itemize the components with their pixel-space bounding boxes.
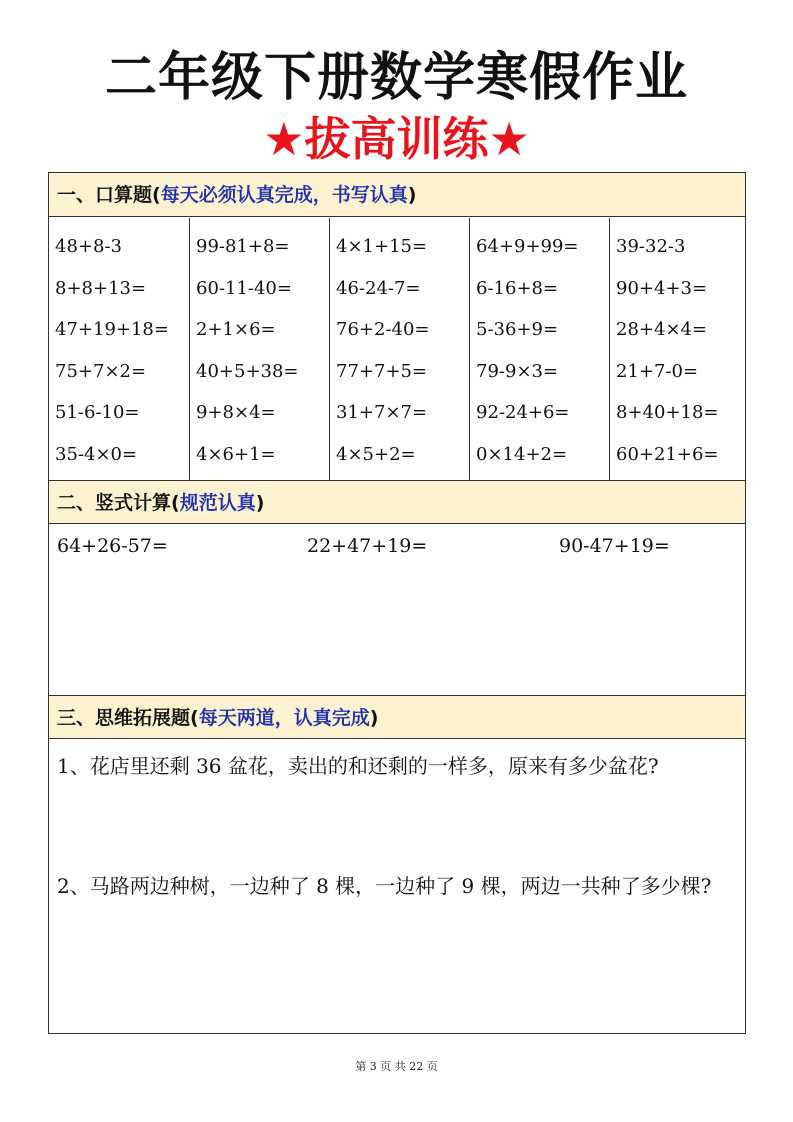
word-problem: 1、花店里还剩 36 盆花，卖出的和还剩的一样多，原来有多少盆花?: [57, 754, 659, 778]
page-footer: 第 3 页 共 22 页: [355, 1060, 438, 1073]
math-problem: 8+8+13=: [55, 277, 147, 299]
word-problem: 2、马路两边种树，一边种了 8 棵，一边种了 9 棵，两边一共种了多少棵?: [57, 874, 712, 898]
vertical-calc-area: [49, 525, 745, 695]
page-subtitle: ★拔高训练★: [263, 112, 530, 166]
math-column-2: [190, 218, 330, 480]
math-problem: 47+19+18=: [55, 319, 169, 340]
section-label: 二、竖式计算(: [57, 492, 180, 514]
section-close: ): [369, 707, 379, 729]
section-label: 一、口算题(: [57, 184, 161, 206]
vertical-problem: 64+26-57=: [57, 535, 168, 557]
math-problem: 35-4×0=: [55, 443, 138, 465]
page-title: 二年级下册数学寒假作业: [104, 48, 688, 108]
section-header-vertical-calc: [49, 480, 745, 524]
math-problem: 60+21+6=: [616, 443, 719, 465]
section-header-thinking: [49, 695, 745, 739]
worksheet: [48, 172, 746, 1034]
section-note: 每天两道，认真完成: [198, 707, 370, 729]
math-column-4: [470, 218, 610, 480]
math-problem: 21+7-0=: [616, 360, 699, 382]
math-problem: 48+8-3: [55, 236, 122, 257]
mental-math-grid: [49, 218, 745, 480]
math-problem: 90+4+3=: [616, 277, 708, 299]
math-problem: 0×14+2=: [476, 443, 568, 465]
math-problem: 99-81+8=: [196, 236, 290, 257]
math-problem: 9+8×4=: [196, 402, 276, 423]
math-problem: 4×6+1=: [196, 443, 276, 465]
vertical-problem: 22+47+19=: [307, 535, 428, 557]
math-problem: 6-16+8=: [476, 277, 559, 299]
section-note: 规范认真: [179, 492, 256, 514]
math-problem: 92-24+6=: [476, 402, 570, 423]
math-problem: 31+7×7=: [336, 402, 428, 423]
section-label: 三、思维拓展题(: [57, 707, 199, 729]
section-close: ): [255, 492, 265, 514]
math-problem: 39-32-3: [616, 236, 686, 257]
math-problem: 8+40+18=: [616, 402, 719, 423]
math-problem: 28+4×4=: [616, 319, 708, 340]
math-problem: 4×5+2=: [336, 443, 416, 465]
math-problem: 46-24-7=: [336, 277, 421, 299]
section-note: 每天必须认真完成，书写认真: [160, 184, 408, 206]
math-column-3: [330, 218, 470, 480]
math-problem: 60-11-40=: [196, 277, 292, 299]
section-header-mental-math: [49, 173, 745, 217]
vertical-problem: 90-47+19=: [559, 535, 670, 557]
math-problem: 2+1×6=: [196, 319, 276, 340]
math-problem: 4×1+15=: [336, 236, 428, 257]
math-problem: 79-9×3=: [476, 360, 559, 382]
math-problem: 40+5+38=: [196, 360, 299, 382]
math-problem: 75+7×2=: [55, 360, 147, 382]
math-problem: 5-36+9=: [476, 319, 559, 340]
math-problem: 64+9+99=: [476, 236, 579, 257]
math-problem: 76+2-40=: [336, 319, 430, 340]
math-problem: 77+7+5=: [336, 360, 428, 382]
math-column-1: [49, 218, 190, 480]
math-column-5: [610, 218, 745, 480]
math-problem: 51-6-10=: [55, 402, 140, 423]
section-close: ): [407, 184, 417, 206]
